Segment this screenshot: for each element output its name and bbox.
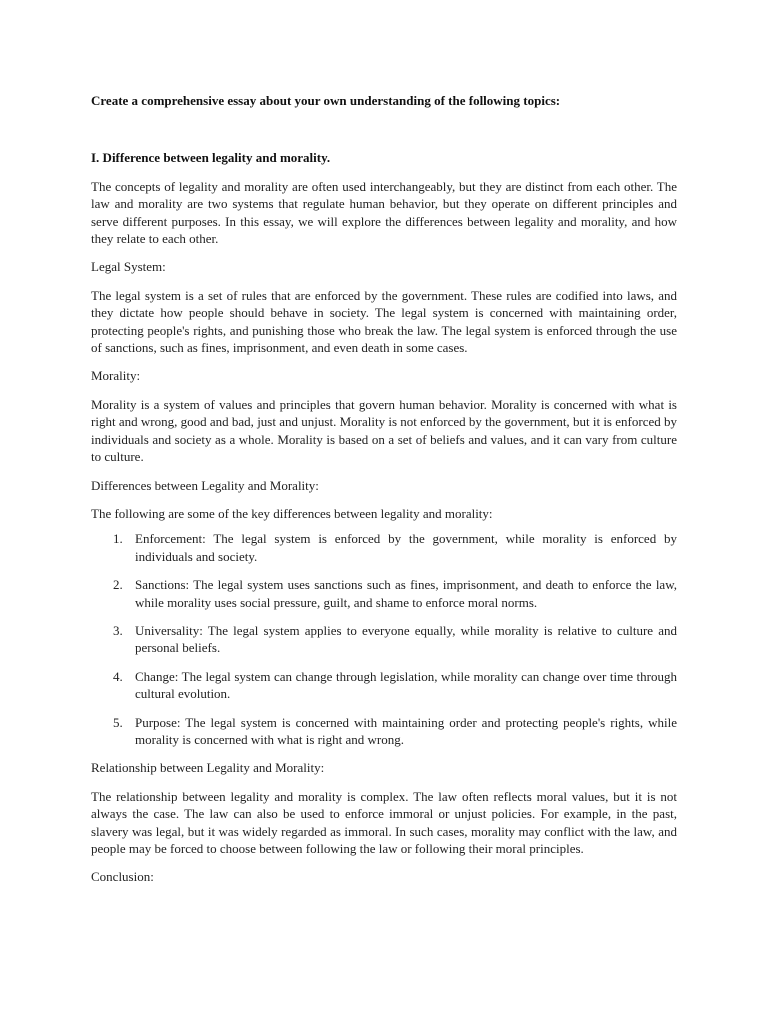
differences-intro: The following are some of the key differences between legality and morality: — [91, 505, 493, 521]
relationship-paragraph: The relationship between legality and morality is complex. The law often reflects moral values, but it is not always the case. The law can also be used to enforce immoral or unjust policies. For example, in the past, slavery was legal, but it was widely regarded as immoral. In such cases, morality may conflict with the law, and people may be forced to choose between following the law or following their moral principles. — [91, 788, 677, 856]
section-title: I. Difference between legality and morality. — [91, 150, 331, 166]
list-item-text: Enforcement: The legal system is enforced by the government, while morality is enforced by individuals and society. — [135, 531, 677, 564]
essay-prompt: Create a comprehensive essay about your own understanding of the following topics: — [91, 93, 561, 108]
list-item-number: 3. — [113, 622, 123, 638]
list-item — [91, 530, 677, 565]
list-item-text: Change: The legal system can change through legislation, while morality can change over time through cultural evolution. — [135, 668, 677, 702]
list-item — [91, 714, 677, 749]
list-item — [91, 622, 677, 657]
legal-system-paragraph: The legal system is a set of rules that are enforced by the government. These rules are codified into laws, and they dictate how people should behave in society. The legal system is concerned with maintaining order, protecting people's rights, and punishing those who break the law. The legal system is enforced through the use of sanctions, such as fines, imprisonment, and even death in some cases. — [91, 287, 677, 356]
list-item-number: 2. — [113, 577, 123, 593]
legal-system-heading: Legal System: — [91, 259, 166, 275]
list-item — [91, 668, 677, 703]
list-item-number: 4. — [113, 668, 123, 684]
list-item-text: Universality: The legal system applies to everyone equally, while morality is relative to culture and personal beliefs. — [135, 622, 677, 656]
differences-list — [91, 530, 677, 748]
differences-heading: Differences between Legality and Morality: — [91, 477, 319, 493]
conclusion-heading: Conclusion: — [91, 869, 154, 885]
list-item-number: 5. — [113, 714, 123, 730]
list-item-text: Purpose: The legal system is concerned with maintaining order and protecting people's rights, while morality is concerned with what is right and wrong. — [135, 714, 677, 747]
intro-paragraph: The concepts of legality and morality are often used interchangeably, but they are distinct from each other. The law and morality are two systems that regulate human behavior, but they operate on different principles and serve different purposes. In this essay, we will explore the differences between legality and morality, and how they relate to each other. — [91, 178, 677, 247]
list-item-text: Sanctions: The legal system uses sanctions such as fines, imprisonment, and death to enforce the law, while morality uses social pressure, guilt, and shame to enforce moral norms. — [135, 577, 677, 610]
document-page — [91, 92, 677, 886]
morality-paragraph: Morality is a system of values and principles that govern human behavior. Morality is concerned with what is right and wrong, good and bad, just and unjust. Morality is not enforced by the government, but it is enforced by individuals and society as a whole. Morality is based on a set of beliefs and values, and it can vary from culture to culture. — [91, 396, 677, 465]
list-item-number: 1. — [113, 531, 123, 547]
list-item — [91, 576, 677, 611]
morality-heading: Morality: — [91, 368, 141, 384]
relationship-heading: Relationship between Legality and Morality: — [91, 760, 325, 776]
